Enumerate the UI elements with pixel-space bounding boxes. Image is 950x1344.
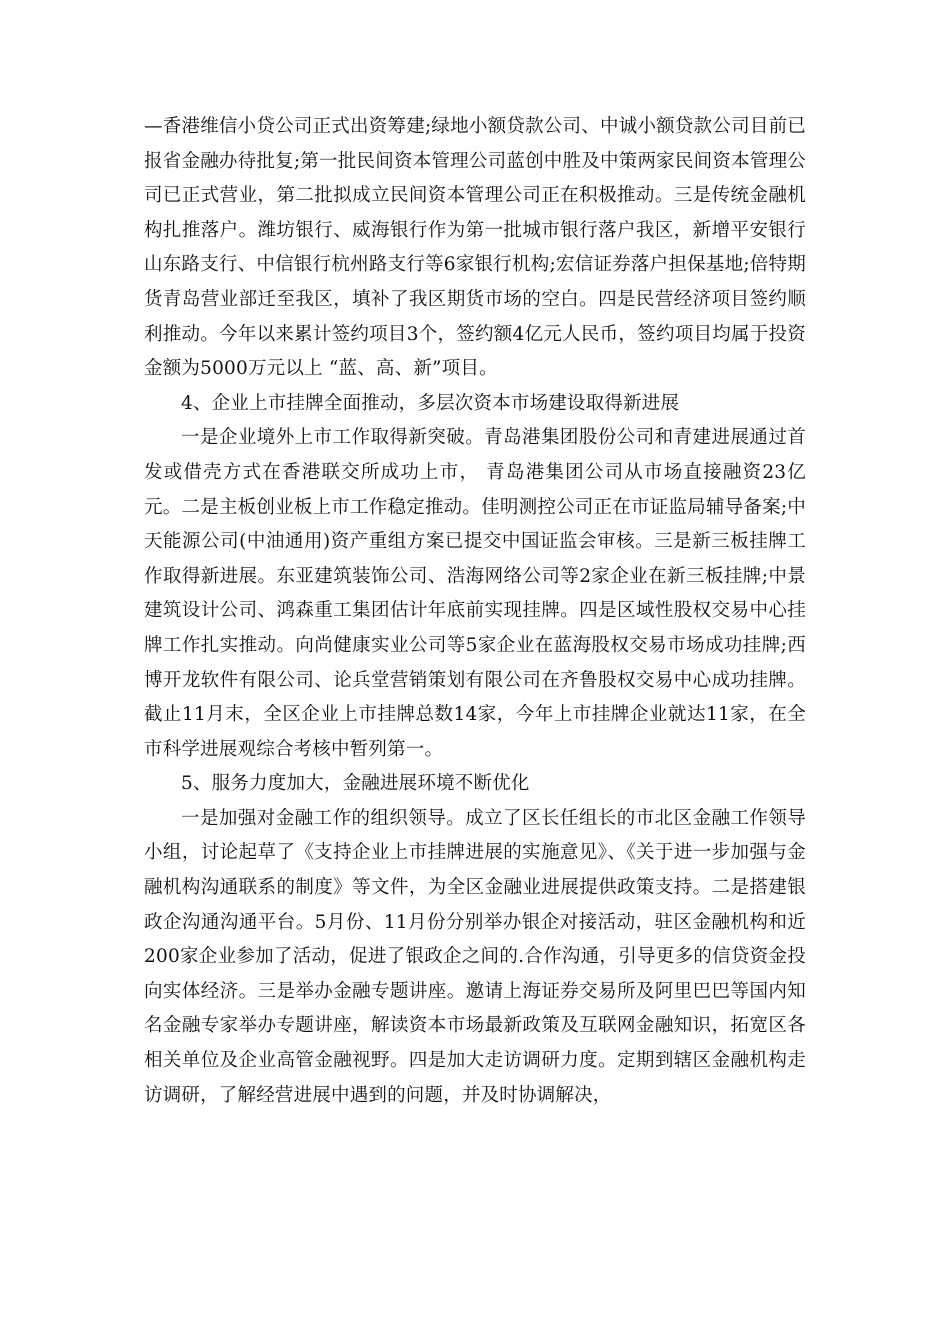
heading-service-strength: 5、服务力度加大，金融进展环境不断优化 — [181, 773, 530, 795]
heading-listing-promotion: 4、企业上市挂牌全面推动，多层次资本市场建设取得新进展 — [181, 392, 680, 414]
document-body — [144, 110, 806, 1113]
paragraph-service-measures: 一是加强对金融工作的组织领导。成立了区长任组长的市北区金融工作领导小组，讨论起草了《支持企业上市挂牌进展的实施意见》、《关于进一步加强与金融机构沟通联系的制度》等文件，为全区金融业进展提供政策支持。二是搭建银政企沟通沟通平台。5月份、11月份分别举办银企对接活动，驻区金融机构和近200家企业参加了活动，促进了银政企之间的.合作沟通，引导更多的信贷资金投向实体经济。三是举办金融专题讲座。邀请上海证券交易所及阿里巴巴等国内知名金融专家举办专题讲座，解读资本市场最新政策及互联网金融知识，拓宽区各相关单位及企业高管金融视野。四是加大走访调研力度。定期到辖区金融机构走访调研，了解经营进展中遇到的问题，并及时协调解决， — [144, 807, 806, 1106]
paragraph-financial-institutions: —香港维信小贷公司正式出资筹建;绿地小额贷款公司、中诚小额贷款公司目前已报省金融办待批复;第一批民间资本管理公司蓝创中胜及中策两家民间资本管理公司已正式营业，第二批拟成立民间资本管理公司正在积极推动。三是传统金融机构扎推落户。潍坊银行、威海银行作为第一批城市银行落户我区，新增平安银行山东路支行、中信银行杭州路支行等6家银行机构;宏信证券落户担保基地;倍特期货青岛营业部迁至我区，填补了我区期货市场的空白。四是民营经济项目签约顺利推动。今年以来累计签约项目3个，签约额4亿元人民币，签约项目均属于投资金额为5000万元以上 “蓝、高、新”项目。 — [144, 116, 806, 380]
paragraph-listing-progress: 一是企业境外上市工作取得新突破。青岛港集团股份公司和青建进展通过首发或借壳方式在香港联交所成功上市， 青岛港集团公司从市场直接融资23亿元。二是主板创业板上市工作稳定推动。佳明测控公司正在市证监局辅导备案;中天能源公司(中油通用)资产重组方案已提交中国证监会审核。三是新三板挂牌工作取得新进展。东亚建筑装饰公司、浩海网络公司等2家企业在新三板挂牌;中景建筑设计公司、鸿森重工集团估计年底前实现挂牌。四是区域性股权交易中心挂牌工作扎实推动。向尚健康实业公司等5家企业在蓝海股权交易市场成功挂牌;西博开龙软件有限公司、论兵堂营销策划有限公司在齐鲁股权交易中心成功挂牌。截止11月末，全区企业上市挂牌总数14家，今年上市挂牌企业就达11家，在全市科学进展观综合考核中暂列第一。 — [144, 427, 806, 760]
